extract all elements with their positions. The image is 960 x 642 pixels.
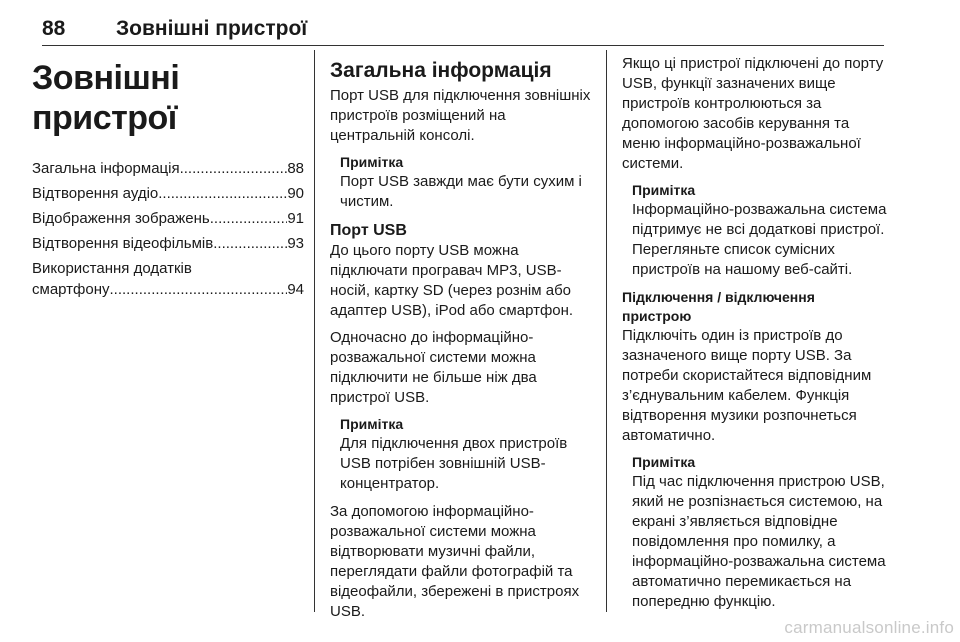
toc-entry-page: 93	[287, 235, 304, 252]
toc-entry-title: Використання додатків	[32, 260, 192, 277]
toc-entry-title: Відтворення відеофільмів	[32, 235, 214, 252]
chapter-title: Зовнішні пристрої	[32, 59, 180, 137]
column-divider	[606, 50, 607, 612]
paragraph: Одночасно до інформаційно-розважальної системи можна підключити не більше ніж два пристрої USB.	[330, 329, 537, 406]
toc-entry-page: 90	[287, 185, 304, 202]
note-text: Порт USB завжди має бути сухим і чистим.	[340, 173, 582, 210]
column-divider	[314, 50, 315, 612]
toc-entry-page: 88	[287, 160, 304, 177]
toc-entry-title: Загальна інформація	[32, 160, 180, 177]
toc-entry-title-cont: смартфону	[32, 281, 110, 298]
toc-entry-title: Відтворення аудіо	[32, 185, 159, 202]
toc-entry[interactable]	[32, 233, 304, 254]
note-label: Примітка	[632, 454, 696, 470]
toc-entry[interactable]	[32, 183, 304, 204]
middle-column	[330, 54, 592, 629]
paragraph: Підключіть один із пристроїв до зазначеного вище порту USB. За потреби скористайтеся відповідним з’єднувальним кабелем. Функція відтворення музики розпочнеться автоматично.	[622, 327, 872, 444]
note-label: Примітка	[632, 182, 696, 198]
toc-entry[interactable]	[32, 208, 304, 229]
page-number: 88	[42, 17, 66, 40]
toc-entry-page: 91	[287, 210, 304, 227]
note-text: Під час підключення пристрою USB, який не розпізнається системою, на екрані з’являється відповідне повідомлення про помилку, а інформаційно-розважальна система автоматично перемикається на попередню функцію.	[632, 473, 886, 610]
paragraph: За допомогою інформаційно-розважальної системи можна відтворювати музичні файли, переглядати файли фотографій та відеофайли, збережені в пристроях USB.	[330, 503, 580, 620]
note	[330, 153, 592, 212]
paragraph: Порт USB для підключення зовнішніх пристроїв розміщений на центральній консолі.	[330, 87, 591, 144]
running-title: Зовнішні пристрої	[116, 17, 308, 40]
paragraph: Якщо ці пристрої підключені до порту USB, функції зазначених вище пристроїв контролюються за допомогою засобів керування та меню інформаційно-розважальної системи.	[622, 55, 884, 172]
note-text: Для підключення двох пристроїв USB потрібен зовнішній USB-концентратор.	[340, 435, 568, 492]
watermark: carmanualsonline.info	[784, 618, 954, 637]
toc-entry[interactable]	[32, 258, 304, 300]
note-label: Примітка	[340, 416, 404, 432]
note	[622, 453, 888, 612]
toc-entry[interactable]	[32, 158, 304, 179]
subsection-heading: Порт USB	[330, 222, 407, 239]
right-column	[622, 54, 888, 620]
section-heading: Загальна інформація	[330, 59, 552, 82]
toc-entry-title: Відображення зображень	[32, 210, 210, 227]
running-header	[42, 0, 884, 46]
note-text: Інформаційно-розважальна система підтримує не всі додаткові пристрої. Перегляньте список сумісних пристроїв на нашому веб-сайті.	[632, 201, 887, 278]
toc-entry-page: 94	[287, 281, 304, 298]
note	[330, 415, 592, 494]
subsection-heading: Підключення / відключення пристрою	[622, 289, 815, 324]
note-label: Примітка	[340, 154, 404, 170]
note	[622, 181, 888, 280]
left-column	[32, 54, 304, 304]
paragraph: До цього порту USB можна підключати програвач MP3, USB-носій, картку SD (через рознім або адаптер USB), iPod або смартфон.	[330, 242, 574, 319]
